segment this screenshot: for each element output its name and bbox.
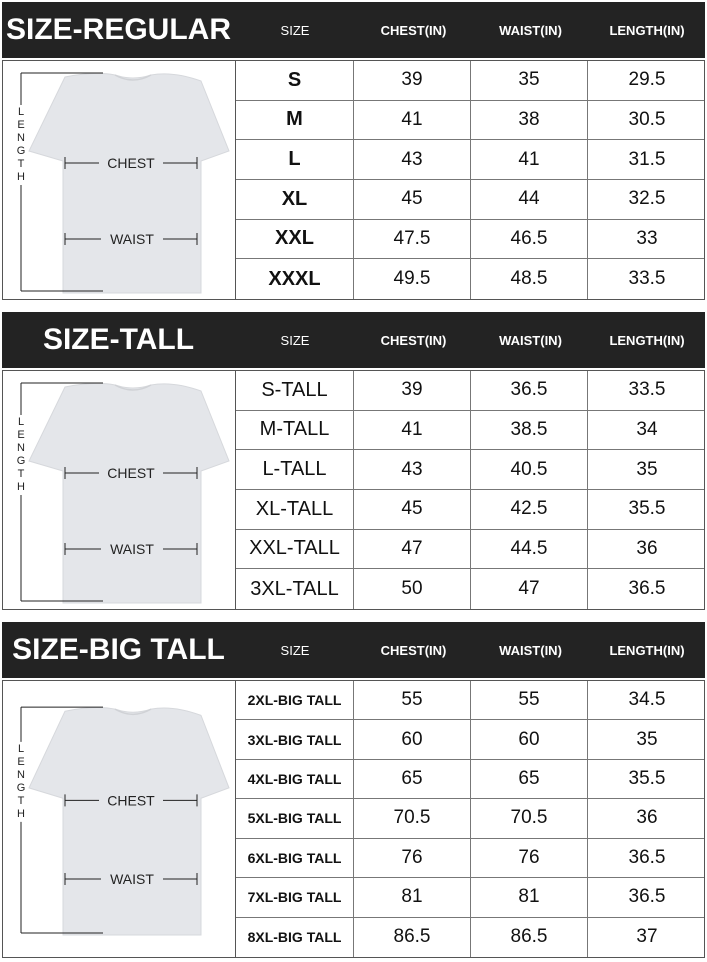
- section-header: [2, 622, 705, 678]
- table-row: [236, 490, 704, 530]
- cell-length: 35.5: [628, 498, 666, 520]
- cell-chest: 39: [354, 371, 471, 410]
- cell-length: 31.5: [628, 148, 666, 170]
- cell-size: 2XL-BIG TALL: [236, 681, 354, 719]
- cell-waist: 86.5: [471, 918, 588, 957]
- cell-chest: 41: [354, 411, 471, 450]
- cell-waist: 60: [471, 720, 588, 758]
- cell-size: 5XL-BIG TALL: [236, 799, 354, 837]
- cell-waist: 81: [471, 878, 588, 916]
- tshirt-body-shape: [29, 73, 229, 293]
- cell-length: 34: [636, 418, 658, 440]
- table-row: [236, 450, 704, 490]
- cell-length: 32.5: [628, 188, 666, 210]
- table-row: [236, 101, 704, 141]
- cell-waist: 76: [471, 839, 588, 877]
- length-label: [17, 743, 26, 820]
- cell-waist: 44.5: [471, 530, 588, 569]
- section-title: SIZE-BIG TALL: [12, 633, 225, 666]
- length-letter: G: [16, 455, 26, 467]
- cell-length: 34.5: [628, 689, 666, 711]
- section-body: [2, 60, 705, 300]
- cell-length: 36: [636, 807, 658, 829]
- length-letter: H: [17, 807, 25, 820]
- column-header-size: SIZE: [280, 22, 310, 38]
- cell-waist: 46.5: [471, 220, 588, 259]
- tshirt-body-shape: [29, 707, 229, 935]
- table-row: [236, 839, 704, 878]
- size-section-regular: [2, 2, 705, 300]
- cell-size: S: [236, 61, 354, 100]
- column-header-size: SIZE: [280, 332, 310, 348]
- table-row: [236, 180, 704, 220]
- size-table: [236, 371, 704, 609]
- cell-length: 33: [636, 227, 658, 249]
- cell-length: 37: [636, 926, 658, 948]
- table-row: [236, 259, 704, 299]
- cell-chest: 45: [354, 180, 471, 219]
- size-section-tall: [2, 312, 705, 610]
- table-row: [236, 140, 704, 180]
- cell-size: 3XL-BIG TALL: [236, 720, 354, 758]
- cell-size: XXL: [236, 220, 354, 259]
- cell-length: 33.5: [628, 268, 666, 290]
- length-label: [17, 416, 26, 493]
- cell-size: 3XL-TALL: [236, 569, 354, 609]
- length-letter: L: [17, 742, 25, 755]
- cell-length: 35.5: [628, 768, 666, 790]
- section-body: [2, 680, 705, 958]
- cell-length: 30.5: [628, 108, 666, 130]
- cell-length: 36.5: [628, 886, 666, 908]
- size-table: [236, 681, 704, 957]
- cell-chest: 45: [354, 490, 471, 529]
- cell-size: 6XL-BIG TALL: [236, 839, 354, 877]
- cell-size: XL: [236, 180, 354, 219]
- cell-size: XL-TALL: [236, 490, 354, 529]
- table-row: [236, 411, 704, 451]
- tshirt-illustration: [3, 681, 235, 957]
- cell-length: 36.5: [628, 578, 666, 600]
- table-row: [236, 371, 704, 411]
- cell-chest: 47: [354, 530, 471, 569]
- cell-length: 36.5: [628, 846, 666, 868]
- length-letter: G: [16, 781, 26, 794]
- chest-label: CHEST: [107, 792, 155, 809]
- column-header-chest: CHEST(IN): [380, 642, 447, 658]
- length-letter: H: [17, 171, 25, 183]
- length-letter: L: [17, 416, 25, 428]
- length-letter: E: [17, 119, 25, 131]
- cell-size: XXXL: [236, 259, 354, 299]
- tshirt-diagram: [3, 371, 236, 609]
- cell-chest: 70.5: [354, 799, 471, 837]
- cell-length: 36: [636, 537, 658, 559]
- length-letter: N: [17, 442, 25, 454]
- section-body: [2, 370, 705, 610]
- cell-waist: 38: [471, 101, 588, 140]
- chest-label: CHEST: [107, 155, 155, 171]
- size-table: [236, 61, 704, 299]
- cell-length: 33.5: [628, 379, 666, 401]
- cell-chest: 76: [354, 839, 471, 877]
- length-letter: H: [17, 481, 25, 493]
- cell-chest: 60: [354, 720, 471, 758]
- cell-chest: 43: [354, 140, 471, 179]
- cell-waist: 40.5: [471, 450, 588, 489]
- cell-chest: 50: [354, 569, 471, 609]
- column-header-length: LENGTH(IN): [609, 642, 685, 658]
- cell-waist: 55: [471, 681, 588, 719]
- length-letter: G: [16, 145, 26, 157]
- length-letter: N: [17, 132, 25, 144]
- table-row: [236, 918, 704, 957]
- cell-waist: 70.5: [471, 799, 588, 837]
- table-row: [236, 681, 704, 720]
- cell-size: XXL-TALL: [236, 530, 354, 569]
- cell-length: 35: [636, 728, 658, 750]
- cell-waist: 38.5: [471, 411, 588, 450]
- table-row: [236, 569, 704, 609]
- cell-chest: 55: [354, 681, 471, 719]
- cell-size: 7XL-BIG TALL: [236, 878, 354, 916]
- length-letter: T: [17, 158, 25, 170]
- table-row: [236, 220, 704, 260]
- length-letter: T: [17, 468, 25, 480]
- cell-size: M: [236, 101, 354, 140]
- length-letter: N: [17, 768, 25, 781]
- table-row: [236, 530, 704, 570]
- waist-label: WAIST: [110, 541, 154, 557]
- table-row: [236, 878, 704, 917]
- cell-size: S-TALL: [236, 371, 354, 410]
- tshirt-body-shape: [29, 383, 229, 603]
- section-header: [2, 312, 705, 368]
- column-header-length: LENGTH(IN): [609, 332, 685, 348]
- column-header-waist: WAIST(IN): [499, 642, 562, 658]
- cell-size: M-TALL: [236, 411, 354, 450]
- length-letter: E: [17, 429, 25, 441]
- length-label: [17, 106, 26, 183]
- section-title: SIZE-REGULAR: [6, 13, 231, 46]
- cell-waist: 35: [471, 61, 588, 100]
- cell-size: L: [236, 140, 354, 179]
- table-row: [236, 760, 704, 799]
- column-header-waist: WAIST(IN): [499, 332, 562, 348]
- cell-size: 4XL-BIG TALL: [236, 760, 354, 798]
- cell-chest: 47.5: [354, 220, 471, 259]
- size-section-big: [2, 622, 705, 958]
- cell-length: 29.5: [628, 69, 666, 91]
- table-row: [236, 61, 704, 101]
- cell-waist: 65: [471, 760, 588, 798]
- cell-waist: 44: [471, 180, 588, 219]
- table-row: [236, 720, 704, 759]
- section-title: SIZE-TALL: [42, 323, 195, 356]
- cell-waist: 48.5: [471, 259, 588, 299]
- column-header-size: SIZE: [280, 642, 310, 658]
- length-letter: E: [17, 755, 25, 768]
- cell-waist: 41: [471, 140, 588, 179]
- waist-label: WAIST: [110, 231, 154, 247]
- cell-chest: 39: [354, 61, 471, 100]
- cell-chest: 81: [354, 878, 471, 916]
- cell-chest: 86.5: [354, 918, 471, 957]
- tshirt-diagram: [3, 61, 236, 299]
- tshirt-illustration: [3, 371, 235, 609]
- cell-length: 35: [636, 458, 658, 480]
- length-letter: T: [17, 794, 25, 807]
- cell-chest: 65: [354, 760, 471, 798]
- cell-waist: 47: [471, 569, 588, 609]
- cell-chest: 41: [354, 101, 471, 140]
- cell-waist: 36.5: [471, 371, 588, 410]
- column-header-chest: CHEST(IN): [380, 332, 447, 348]
- section-header: [2, 2, 705, 58]
- cell-size: 8XL-BIG TALL: [236, 918, 354, 957]
- table-row: [236, 799, 704, 838]
- length-letter: L: [17, 106, 25, 118]
- column-header-length: LENGTH(IN): [609, 22, 685, 38]
- tshirt-illustration: [3, 61, 235, 299]
- chest-label: CHEST: [107, 465, 155, 481]
- column-header-chest: CHEST(IN): [380, 22, 447, 38]
- cell-chest: 43: [354, 450, 471, 489]
- waist-label: WAIST: [110, 871, 154, 888]
- cell-chest: 49.5: [354, 259, 471, 299]
- column-header-waist: WAIST(IN): [499, 22, 562, 38]
- tshirt-diagram: [3, 681, 236, 957]
- cell-size: L-TALL: [236, 450, 354, 489]
- cell-waist: 42.5: [471, 490, 588, 529]
